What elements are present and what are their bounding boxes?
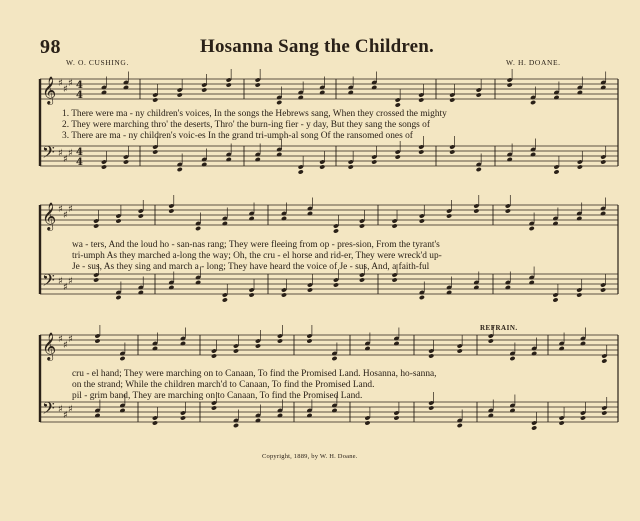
note-head <box>509 356 515 361</box>
note-head <box>505 285 511 290</box>
sharp-icon: ♯ <box>58 148 63 159</box>
note-head <box>319 90 325 95</box>
sharp-icon: ♯ <box>58 78 63 89</box>
note-head <box>138 290 144 295</box>
note-head <box>364 420 370 425</box>
note-head <box>577 90 583 95</box>
note-head <box>180 415 186 420</box>
time-signature: 4 <box>76 90 83 101</box>
note-head <box>93 223 99 228</box>
note-head <box>576 216 582 221</box>
lyric-line: cru - el hand; They were marching on to Canaan, To find the Promised Land. Hosanna, ho-sanna, <box>72 369 437 379</box>
note-head <box>276 152 282 157</box>
note-head <box>152 420 158 425</box>
note-head <box>600 85 606 90</box>
note-head <box>553 95 559 100</box>
note-head <box>395 154 401 159</box>
note-head <box>476 92 482 97</box>
note-head <box>249 292 255 297</box>
note-head <box>531 425 537 430</box>
note-head <box>393 415 399 420</box>
sharp-icon: ♯ <box>63 282 68 293</box>
lyricist-credit: W. O. CUSHING. <box>66 58 129 67</box>
note-head <box>553 169 559 174</box>
note-head <box>601 410 607 415</box>
sharp-icon: ♯ <box>68 204 73 215</box>
sharp-icon: ♯ <box>68 276 73 287</box>
lyric-line: on the strand; While the children march'd to Canaan, To find the Promised Land. <box>72 380 375 390</box>
note-head <box>505 208 511 213</box>
note-head <box>476 167 482 172</box>
note-head <box>348 90 354 95</box>
note-head <box>580 341 586 346</box>
note-head <box>531 351 537 356</box>
clef-icon: 𝄞 <box>42 332 57 360</box>
note-head <box>393 341 399 346</box>
note-head <box>123 159 129 164</box>
note-head <box>222 297 228 302</box>
note-head <box>101 90 107 95</box>
note-head <box>419 295 425 300</box>
note-head <box>331 408 337 413</box>
lyric-line: 3. There are ma - ny children's voic-es In the grand tri-umph-al song Of the ransomed ones of <box>62 131 413 141</box>
note-head <box>211 353 217 358</box>
note-head <box>392 277 398 282</box>
note-head <box>576 292 582 297</box>
note-head <box>371 159 377 164</box>
note-head <box>359 223 365 228</box>
note-head <box>577 164 583 169</box>
note-head <box>419 218 425 223</box>
note-head <box>195 226 201 231</box>
note-head <box>276 100 282 105</box>
note-head <box>168 285 174 290</box>
note-head <box>226 82 232 87</box>
note-head <box>348 164 354 169</box>
clef-icon: 𝄢 <box>42 142 55 166</box>
note-head <box>529 226 535 231</box>
note-head <box>473 208 479 213</box>
note-head <box>457 423 463 428</box>
sharp-icon: ♯ <box>58 276 63 287</box>
note-head <box>364 346 370 351</box>
note-head <box>446 290 452 295</box>
note-head <box>530 152 536 157</box>
page-number: 98 <box>40 36 61 58</box>
sharp-icon: ♯ <box>63 154 68 165</box>
note-head <box>392 223 398 228</box>
note-head <box>418 149 424 154</box>
note-head <box>457 348 463 353</box>
sharp-icon: ♯ <box>63 340 68 351</box>
note-head <box>281 292 287 297</box>
sharp-icon: ♯ <box>63 84 68 95</box>
note-head <box>600 287 606 292</box>
clef-icon: 𝄞 <box>42 76 57 104</box>
note-head <box>94 338 100 343</box>
note-head <box>281 216 287 221</box>
note-head <box>507 82 513 87</box>
sharp-icon: ♯ <box>63 410 68 421</box>
lyric-line: Je - sus, As they sing and march a - long; They have heard the voice of Je - sus, And, a faith-ful <box>72 262 430 272</box>
note-head <box>226 157 232 162</box>
note-head <box>249 216 255 221</box>
note-head <box>115 218 121 223</box>
clef-icon: 𝄢 <box>42 270 55 294</box>
note-head <box>559 346 565 351</box>
note-head <box>552 297 558 302</box>
note-head <box>298 95 304 100</box>
note-head <box>449 97 455 102</box>
note-head <box>233 423 239 428</box>
note-head <box>428 405 434 410</box>
clef-icon: 𝄞 <box>42 202 57 230</box>
note-head <box>298 169 304 174</box>
sharp-icon: ♯ <box>68 148 73 159</box>
note-head <box>152 346 158 351</box>
note-head <box>559 420 565 425</box>
note-head <box>333 228 339 233</box>
note-head <box>601 358 607 363</box>
time-signature: 4 <box>76 147 83 158</box>
note-head <box>101 164 107 169</box>
refrain-label: REFRAIN. <box>480 324 518 332</box>
note-head <box>307 211 313 216</box>
note-head <box>195 280 201 285</box>
note-head <box>222 221 228 226</box>
note-head <box>449 149 455 154</box>
note-head <box>180 341 186 346</box>
sharp-icon: ♯ <box>68 334 73 345</box>
sharp-icon: ♯ <box>58 204 63 215</box>
note-head <box>530 100 536 105</box>
note-head <box>600 211 606 216</box>
note-head <box>277 413 283 418</box>
note-head <box>333 282 339 287</box>
sharp-icon: ♯ <box>68 78 73 89</box>
note-head <box>277 338 283 343</box>
note-head <box>428 353 434 358</box>
sharp-icon: ♯ <box>68 404 73 415</box>
note-head <box>119 356 125 361</box>
note-head <box>138 213 144 218</box>
note-head <box>580 415 586 420</box>
composer-credit: W. H. DOANE. <box>506 58 561 67</box>
hymn-title: Hosanna Sang the Children. <box>200 36 434 57</box>
sharp-icon: ♯ <box>58 404 63 415</box>
note-head <box>123 85 129 90</box>
note-head <box>119 408 125 413</box>
note-head <box>168 208 174 213</box>
note-head <box>319 164 325 169</box>
note-head <box>552 221 558 226</box>
note-head <box>255 418 261 423</box>
time-signature: 4 <box>76 80 83 91</box>
note-head <box>488 338 494 343</box>
note-head <box>211 405 217 410</box>
note-head <box>331 356 337 361</box>
lyric-line: tri-umph As they marched a-long the way; Oh, the cru - el horse and rid-er, They were wreck'd up- <box>72 251 442 261</box>
lyric-line: 1. There were ma - ny children's voices, In the songs the Hebrews sang, When they crossed the mighty <box>62 109 447 119</box>
note-head <box>529 280 535 285</box>
lyric-line: wa - ters, And the loud ho - san-nas rang; They were fleeing from op - pres-sion, From the tyrant's <box>72 240 440 250</box>
note-head <box>418 97 424 102</box>
note-head <box>371 85 377 90</box>
note-head <box>306 413 312 418</box>
sharp-icon: ♯ <box>63 210 68 221</box>
clef-icon: 𝄢 <box>42 398 55 422</box>
note-head <box>93 277 99 282</box>
lyric-line: pil - grim band, They are marching on to Canaan, To find the Promised Land. <box>72 391 363 401</box>
note-head <box>509 408 515 413</box>
note-head <box>201 87 207 92</box>
note-head <box>507 157 513 162</box>
lyric-line: 2. They were marching thro' the deserts, Thro' the burn-ing fier - y day, But they sang the songs of <box>62 120 430 130</box>
note-head <box>395 102 401 107</box>
note-head <box>255 82 261 87</box>
note-head <box>255 343 261 348</box>
note-head <box>446 213 452 218</box>
sharp-icon: ♯ <box>58 334 63 345</box>
note-head <box>152 97 158 102</box>
note-head <box>488 413 494 418</box>
note-head <box>600 159 606 164</box>
note-head <box>177 167 183 172</box>
note-head <box>94 413 100 418</box>
note-head <box>233 348 239 353</box>
note-head <box>177 92 183 97</box>
note-head <box>307 287 313 292</box>
time-signature: 4 <box>76 157 83 168</box>
note-head <box>152 149 158 154</box>
copyright-notice: Copyright, 1889, by W. H. Doane. <box>262 453 358 460</box>
note-head <box>473 285 479 290</box>
note-head <box>306 338 312 343</box>
note-head <box>255 157 261 162</box>
note-head <box>359 277 365 282</box>
note-head <box>115 295 121 300</box>
note-head <box>201 162 207 167</box>
